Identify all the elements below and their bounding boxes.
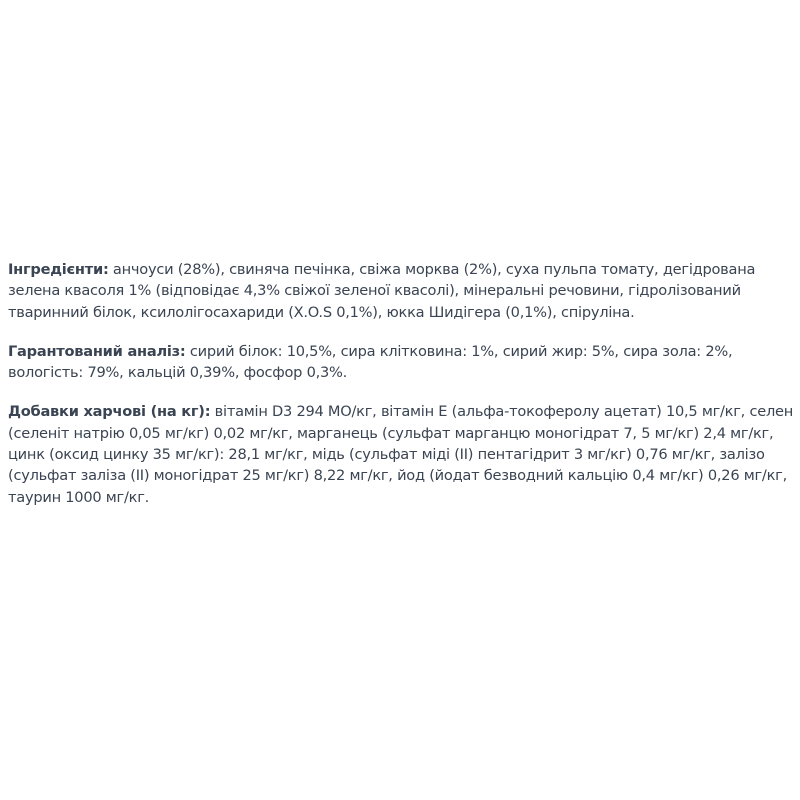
guaranteed-analysis-text: сирий білок: 10,5%, сира клітковина: 1%, сирий жир: 5%, сира зола: 2%, вологість: 79%, кальцій 0,39%, фосфор 0,3%. (8, 342, 733, 382)
food-additives-text: вітамін D3 294 МО/кг, вітамін E (альфа-токоферолу ацетат) 10,5 мг/кг, селен (селеніт натрію 0,05 мг/кг) 0,02 мг/кг, марганець (сульфат марганцю моногідрат 7, 5 мг/кг) 2,4 мг/кг, цинк (оксид цинку 35 мг/кг): 28,1 мг/кг, мідь (сульфат міді (II) пентагідрит 3 мг/кг) 0,76 мг/кг, залізо (сульфат заліза (II) моногідрат 25 мг/кг) 8,22 мг/кг, йод (йодат безводний кальцію 0,4 мг/кг) 0,26 мг/кг, таурин 1000 мг/кг. (8, 403, 794, 506)
guaranteed-analysis-section (8, 341, 794, 384)
guaranteed-analysis-label: Гарантований аналіз: (8, 342, 186, 360)
product-composition (8, 259, 794, 526)
food-additives-label: Добавки харчові (на кг): (8, 403, 211, 421)
ingredients-text: анчоуси (28%), свиняча печінка, свіжа морква (2%), суха пульпа томату, дегідрована зелена квасоля 1% (відповідає 4,3% свіжої зеленої квасолі), мінеральні речовини, гідролізований тваринний білок, ксилолігосахариди (X.O.S 0,1%), юкка Шидігера (0,1%), спіруліна. (8, 261, 756, 321)
food-additives-section (8, 401, 794, 507)
ingredients-section (8, 259, 794, 323)
ingredients-label: Інгредієнти: (8, 261, 109, 278)
